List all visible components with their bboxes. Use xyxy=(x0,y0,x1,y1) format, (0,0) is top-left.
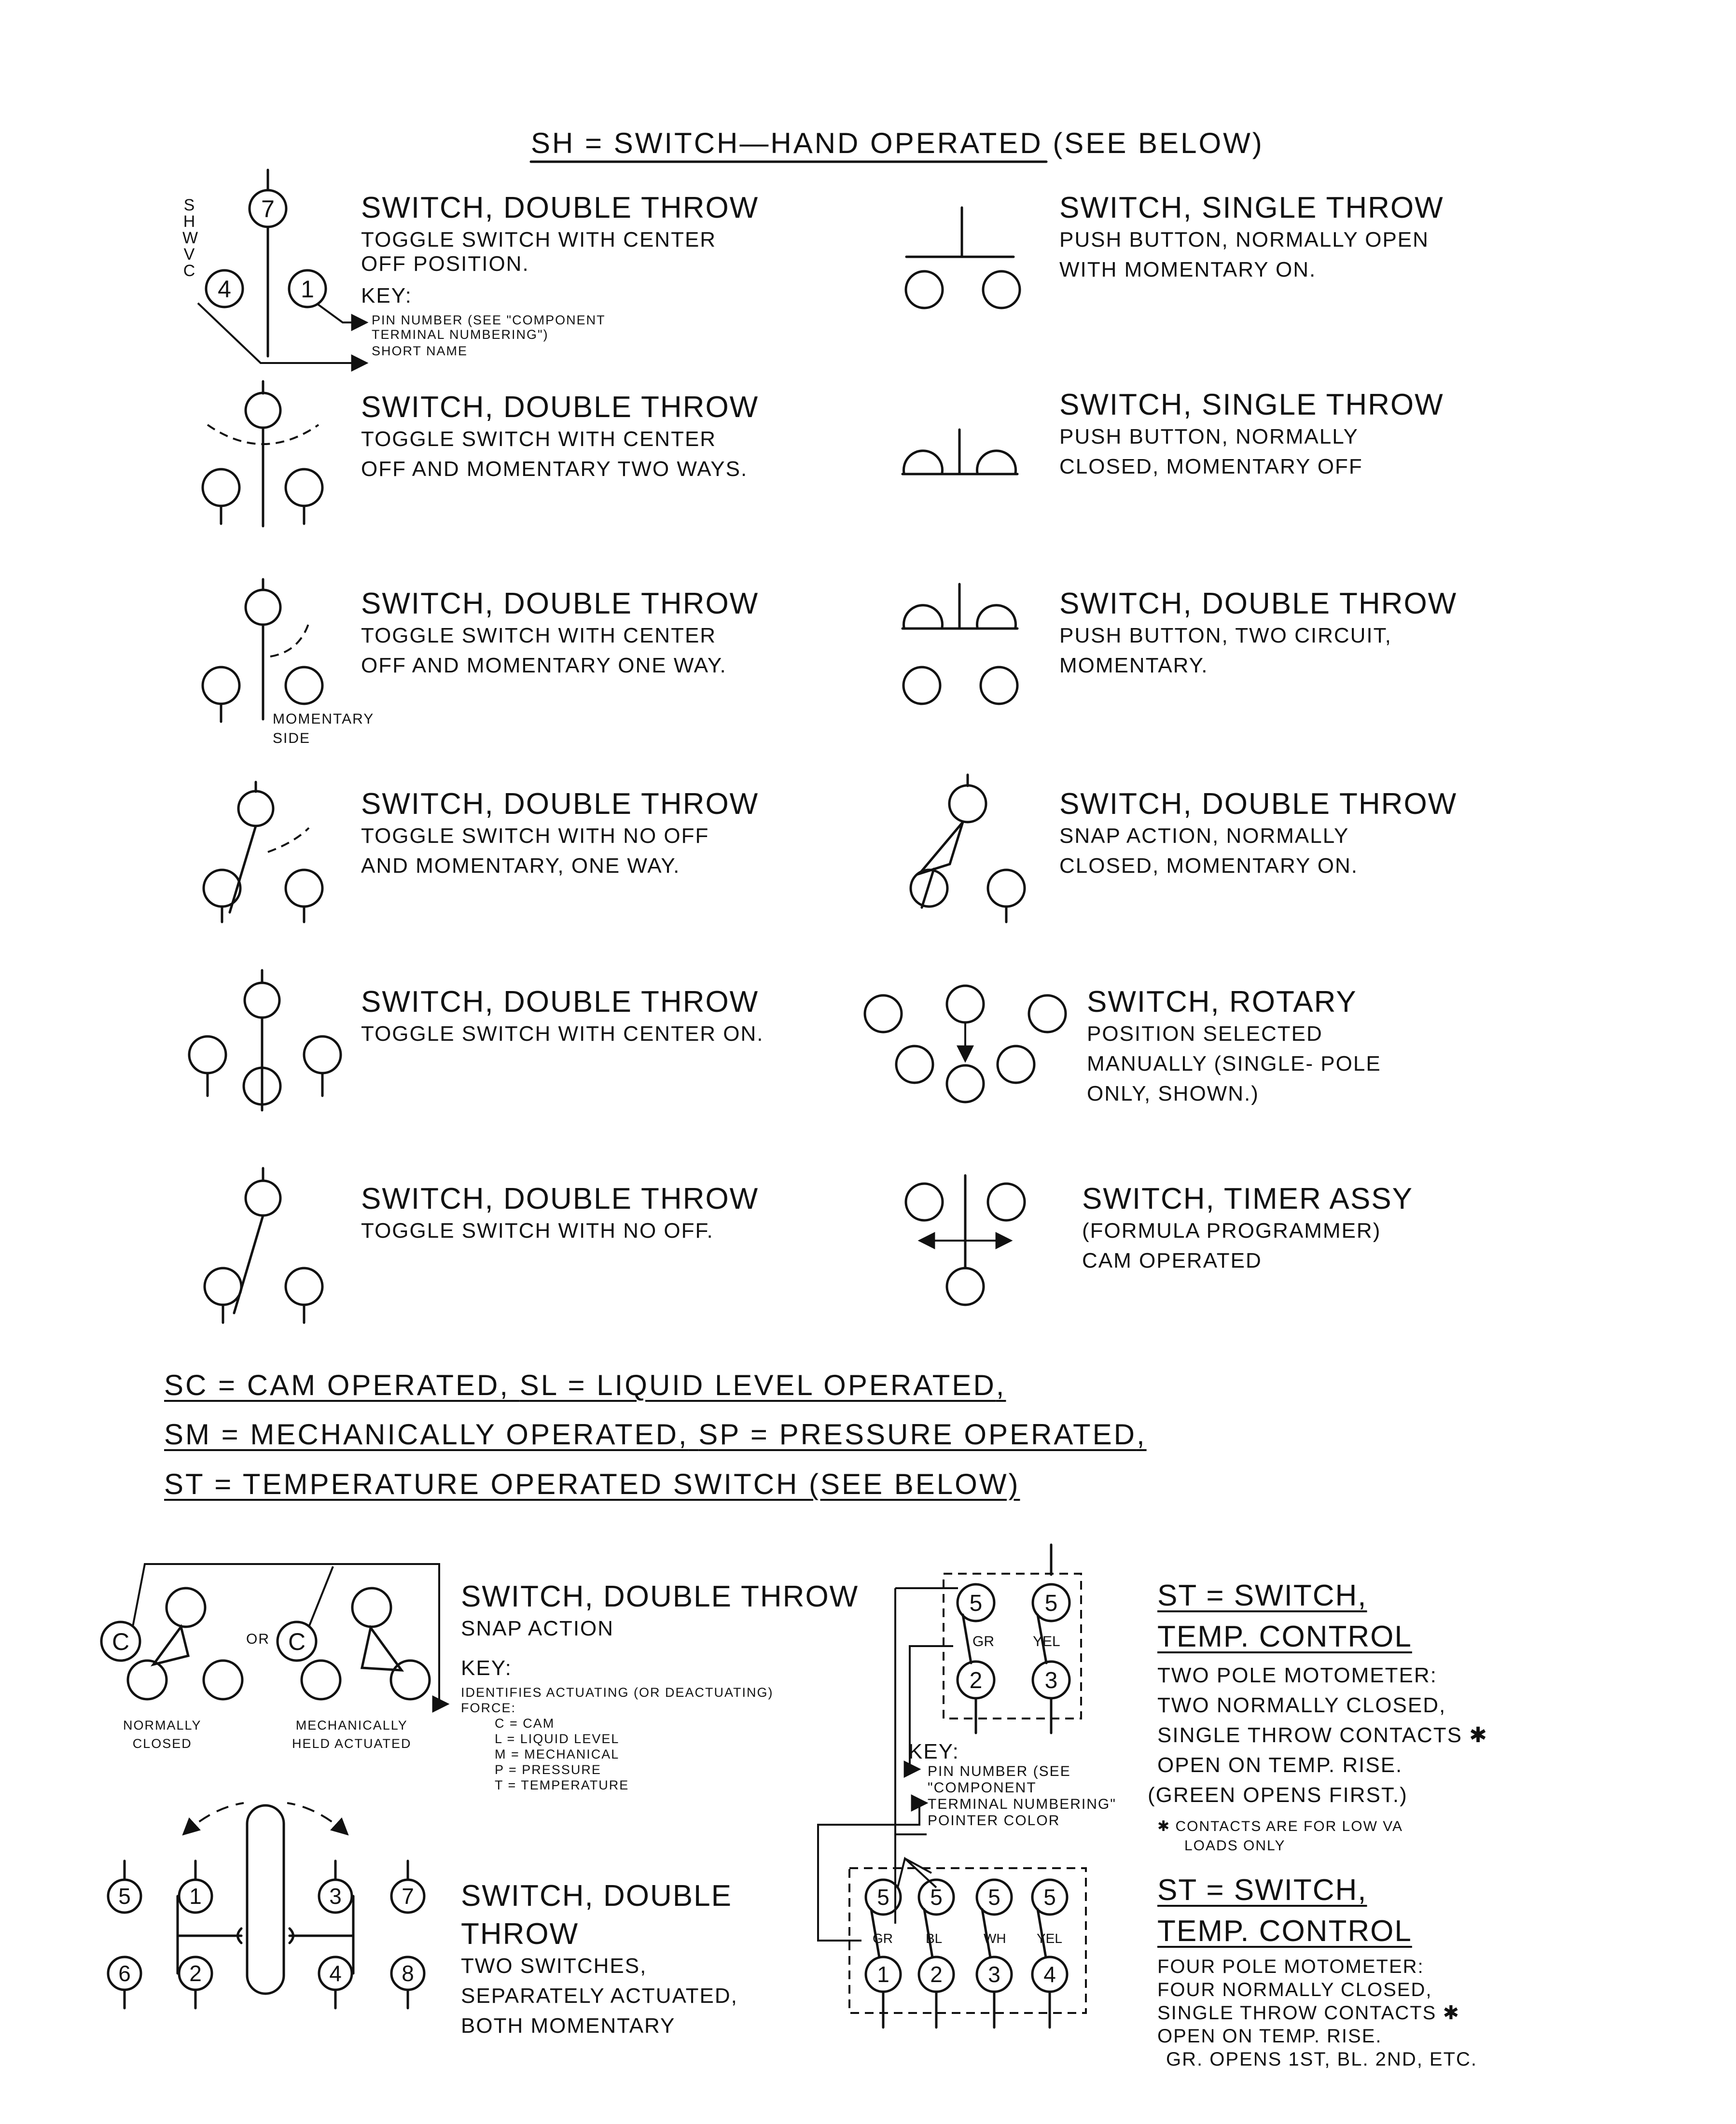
entry-title: SWITCH, DOUBLE THROW xyxy=(1059,787,1458,821)
force-letter: C xyxy=(288,1628,306,1655)
pointer-color: YEL xyxy=(1037,1931,1062,1946)
entry-desc: SINGLE THROW CONTACTS ✱ xyxy=(1157,1723,1488,1747)
symbol-two-pole-motometer xyxy=(895,1545,1081,1924)
entry-desc: OPEN ON TEMP. RISE. xyxy=(1157,2026,1382,2047)
entry-title: SWITCH, DOUBLE THROW xyxy=(361,191,759,224)
label-line: SIDE xyxy=(273,730,311,746)
entry-desc: FOUR NORMALLY CLOSED, xyxy=(1157,1979,1432,2000)
pin-label: 5 xyxy=(877,1885,889,1910)
label-line: CLOSED xyxy=(132,1736,192,1751)
entry-desc: POSITION SELECTED xyxy=(1087,1022,1323,1046)
key-line: T = TEMPERATURE xyxy=(495,1778,629,1792)
key-line: TERMINAL NUMBERING" xyxy=(928,1796,1116,1812)
key-line: PIN NUMBER (SEE xyxy=(928,1763,1071,1779)
entry-desc: TOGGLE SWITCH WITH NO OFF. xyxy=(361,1219,714,1243)
key-line: FORCE: xyxy=(461,1701,516,1715)
symbol-toggle-momentary-two-ways xyxy=(203,381,322,526)
key-title: KEY: xyxy=(461,1656,512,1680)
heading-hand-operated xyxy=(531,126,1264,160)
momentary-side-label xyxy=(273,710,374,748)
symbol-snap-nc-momentary-on xyxy=(911,775,1025,922)
entry-desc: CLOSED, MOMENTARY ON. xyxy=(1059,854,1358,878)
pin-label: 5 xyxy=(118,1884,131,1909)
mechanically-held-label xyxy=(292,1716,412,1753)
key-line: P = PRESSURE xyxy=(495,1762,601,1777)
entry-title: SWITCH, DOUBLE THROW xyxy=(361,787,759,821)
st-four-pole-entry xyxy=(1157,1873,1477,2071)
pointer-color: GR xyxy=(972,1634,994,1649)
entry-title: SWITCH, ROTARY xyxy=(1087,985,1357,1019)
entry-1 xyxy=(361,191,759,279)
entry-title: SWITCH, SINGLE THROW xyxy=(1059,191,1444,224)
entry-title: SWITCH, DOUBLE THROW xyxy=(361,985,759,1019)
key-1 xyxy=(361,281,606,360)
st-note: ✱ CONTACTS ARE FOR LOW VA xyxy=(1157,1818,1403,1834)
entry-12 xyxy=(1082,1182,1413,1276)
label-line: MECHANICALLY xyxy=(295,1718,408,1733)
pin-label: 2 xyxy=(930,1962,943,1987)
heading-part: SL = LIQUID LEVEL OPERATED xyxy=(519,1369,996,1401)
pin-label: 4 xyxy=(218,276,231,303)
pin-label: 7 xyxy=(261,196,275,223)
entry-title: SWITCH, SINGLE THROW xyxy=(1059,388,1444,421)
symbol-toggle-center-off xyxy=(198,170,367,363)
pin-label: 7 xyxy=(402,1884,414,1909)
key-title: KEY: xyxy=(908,1740,959,1763)
symbol-toggle-no-off-momentary xyxy=(204,782,322,922)
entry-desc: TWO SWITCHES, xyxy=(461,1954,647,1978)
entry-desc: OFF AND MOMENTARY TWO WAYS. xyxy=(361,457,748,481)
pin-label: 5 xyxy=(988,1885,1000,1910)
pin-label: 3 xyxy=(1044,1668,1058,1693)
symbol-toggle-momentary-one-way xyxy=(203,579,322,722)
entry-title: SWITCH, DOUBLE THROW xyxy=(361,587,759,620)
entry-title: SWITCH, DOUBLE THROW xyxy=(1059,587,1458,620)
st-note: LOADS ONLY xyxy=(1184,1838,1286,1854)
entry-desc: TWO NORMALLY CLOSED, xyxy=(1157,1693,1446,1717)
entry-desc: TOGGLE SWITCH WITH CENTER xyxy=(361,228,717,252)
entry-title: SWITCH, TIMER ASSY xyxy=(1082,1182,1413,1216)
entry-title: SWITCH, DOUBLE xyxy=(461,1879,732,1913)
entry-desc: WITH MOMENTARY ON. xyxy=(1059,258,1317,281)
entry-desc: AND MOMENTARY, ONE WAY. xyxy=(361,854,681,878)
entry-desc: SNAP ACTION, NORMALLY xyxy=(1059,824,1349,848)
entry-desc: SINGLE THROW CONTACTS ✱ xyxy=(1157,2002,1460,2024)
entry-desc: TOGGLE SWITCH WITH NO OFF xyxy=(361,824,709,848)
entry-desc: TOGGLE SWITCH WITH CENTER xyxy=(361,624,717,647)
entry-title: THROW xyxy=(461,1917,579,1951)
pin-label: 3 xyxy=(329,1884,342,1909)
entry-desc: TOGGLE SWITCH WITH CENTER ON. xyxy=(361,1022,764,1046)
pin-label: 2 xyxy=(969,1668,983,1693)
entry-desc: SNAP ACTION xyxy=(461,1617,614,1640)
pointer-color: WH xyxy=(984,1931,1006,1946)
two-switch-entry xyxy=(461,1879,738,2041)
heading-part: SP = PRESSURE OPERATED xyxy=(698,1418,1137,1451)
st-title: TEMP. CONTROL xyxy=(1157,1620,1412,1653)
pin-label: 8 xyxy=(402,1961,414,1986)
key-line: PIN NUMBER (SEE "COMPONENT xyxy=(372,313,606,327)
entry-desc: MOMENTARY. xyxy=(1059,654,1208,677)
key-line: IDENTIFIES ACTUATING (OR DEACTUATING) xyxy=(461,1685,774,1700)
entry-desc: OFF AND MOMENTARY ONE WAY. xyxy=(361,654,727,677)
or-label: OR xyxy=(246,1631,270,1647)
key-line: L = LIQUID LEVEL xyxy=(495,1732,620,1746)
entry-desc: PUSH BUTTON, NORMALLY xyxy=(1059,425,1359,448)
st-title: ST = SWITCH, xyxy=(1157,1873,1367,1907)
key-line: "COMPONENT xyxy=(928,1780,1037,1796)
entry-7 xyxy=(361,787,759,881)
entry-11 xyxy=(361,1182,759,1246)
entry-desc: OPEN ON TEMP. RISE. xyxy=(1157,1753,1403,1777)
heading-hand-operated-suffix: (SEE BELOW) xyxy=(1053,127,1264,159)
key-line: TERMINAL NUMBERING") xyxy=(372,327,549,342)
normally-closed-label xyxy=(123,1716,202,1753)
entry-desc: GR. OPENS 1ST, BL. 2ND, ETC. xyxy=(1166,2049,1478,2070)
entry-desc: CAM OPERATED xyxy=(1082,1249,1262,1272)
entry-desc: PUSH BUTTON, TWO CIRCUIT, xyxy=(1059,624,1392,647)
heading-mech-pressure: SM = MECHANICALLY OPERATED, SP = PRESSURE OPERATED, xyxy=(164,1418,1147,1451)
snap-entry xyxy=(461,1579,859,1794)
entry-desc: SEPARATELY ACTUATED, xyxy=(461,1984,738,2008)
entry-desc: TWO POLE MOTOMETER: xyxy=(1157,1663,1437,1687)
label-line: NORMALLY xyxy=(123,1718,202,1733)
symbol-two-switches xyxy=(108,1803,424,2008)
entry-desc: ONLY, SHOWN.) xyxy=(1087,1082,1259,1105)
key-line: M = MECHANICAL xyxy=(495,1747,620,1761)
entry-desc: OFF POSITION. xyxy=(361,252,529,276)
pin-label: 4 xyxy=(329,1961,342,1986)
heading-part: SC = CAM OPERATED, xyxy=(164,1369,510,1401)
entry-desc: TOGGLE SWITCH WITH CENTER xyxy=(361,427,717,451)
entry-title: SWITCH, DOUBLE THROW xyxy=(361,1182,759,1216)
pin-label: 1 xyxy=(189,1884,202,1909)
symbol-toggle-center-on xyxy=(189,970,341,1110)
label-line: MOMENTARY xyxy=(273,711,375,727)
symbol-four-pole-motometer xyxy=(818,1803,1086,2027)
entry-desc: BOTH MOMENTARY xyxy=(461,2014,676,2038)
pin-label: 5 xyxy=(930,1885,943,1910)
force-letter: C xyxy=(111,1628,130,1655)
symbol-pushbutton-nc xyxy=(903,430,1017,474)
motometer-key xyxy=(908,1737,1116,1831)
entry-6 xyxy=(1059,587,1457,681)
symbol-rotary-switch xyxy=(865,986,1066,1102)
symbol-pushbutton-no xyxy=(906,208,1020,308)
heading-part: SM = MECHANICALLY OPERATED, xyxy=(164,1418,689,1451)
entry-desc: (FORMULA PROGRAMMER) xyxy=(1082,1219,1381,1243)
entry-title: SWITCH, DOUBLE THROW xyxy=(461,1580,859,1613)
key-line: POINTER COLOR xyxy=(928,1813,1060,1829)
pin-label: 2 xyxy=(189,1961,202,1986)
pointer-color: GR xyxy=(873,1931,893,1946)
pin-label: 5 xyxy=(969,1591,983,1616)
entry-desc: MANUALLY (SINGLE- POLE xyxy=(1087,1052,1381,1076)
entry-8 xyxy=(1059,787,1457,881)
entry-title: SWITCH, DOUBLE THROW xyxy=(361,391,759,424)
heading-hand-operated-text: SH = SWITCH—HAND OPERATED xyxy=(531,127,1043,159)
pin-label: 5 xyxy=(1043,1885,1056,1910)
symbol-snap-action-pair xyxy=(101,1564,448,1704)
label-line: HELD ACTUATED xyxy=(292,1736,412,1751)
st-title: ST = SWITCH, xyxy=(1157,1579,1367,1612)
entry-5 xyxy=(361,587,759,681)
entry-3 xyxy=(361,390,759,484)
pin-label: 1 xyxy=(877,1962,889,1987)
entry-10 xyxy=(1087,985,1381,1109)
pin-label: 5 xyxy=(1044,1591,1058,1616)
pin-label: 4 xyxy=(1043,1962,1056,1987)
key-line: SHORT NAME xyxy=(372,344,468,358)
key-line: C = CAM xyxy=(495,1716,555,1731)
symbol-pushbutton-two-circuit xyxy=(903,584,1017,704)
entry-desc: (GREEN OPENS FIRST.) xyxy=(1148,1783,1408,1807)
st-two-pole-entry xyxy=(1148,1579,1488,1856)
entry-2 xyxy=(1059,191,1444,285)
heading-cam-liquid: SC = CAM OPERATED, SL = LIQUID LEVEL OPERATED, xyxy=(164,1369,1006,1401)
short-name-vertical: SHWVC xyxy=(182,196,199,280)
symbol-toggle-no-off xyxy=(205,1168,322,1323)
entry-desc: PUSH BUTTON, NORMALLY OPEN xyxy=(1059,228,1429,252)
symbol-timer-assy xyxy=(906,1175,1025,1305)
entry-desc: CLOSED, MOMENTARY OFF xyxy=(1059,455,1363,478)
heading-temperature: ST = TEMPERATURE OPERATED SWITCH (SEE BELOW) xyxy=(164,1468,1020,1500)
pin-label: 1 xyxy=(301,276,314,303)
entry-9 xyxy=(361,985,764,1049)
pin-label: 3 xyxy=(988,1962,1000,1987)
pointer-color: YEL xyxy=(1033,1634,1060,1649)
entry-desc: FOUR POLE MOTOMETER: xyxy=(1157,1956,1424,1977)
st-title: TEMP. CONTROL xyxy=(1157,1914,1412,1948)
pointer-color: BL xyxy=(926,1931,943,1946)
key-title: KEY: xyxy=(361,284,412,307)
pin-label: 6 xyxy=(118,1961,131,1986)
entry-4 xyxy=(1059,388,1444,482)
